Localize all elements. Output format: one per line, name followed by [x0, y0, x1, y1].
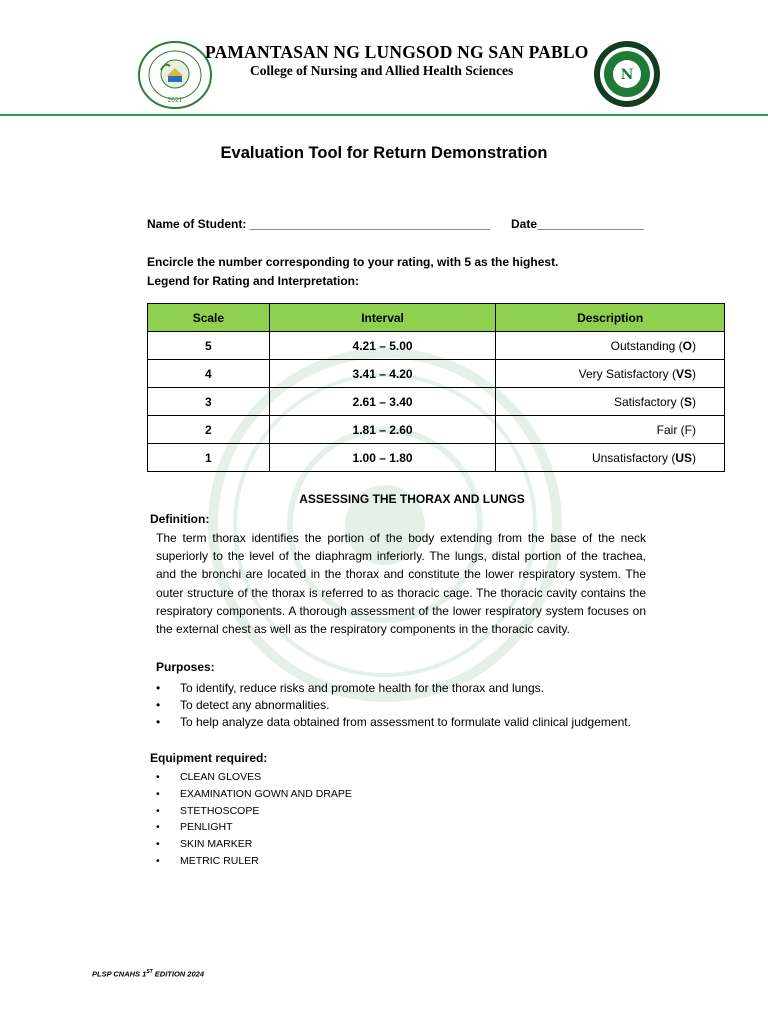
college-name: College of Nursing and Allied Health Sciences [250, 63, 514, 78]
list-item: • METRIC RULER [156, 853, 352, 870]
list-item: • CLEAN GLOVES [156, 769, 352, 786]
table-row [148, 360, 725, 388]
interval-cell: 3.41 – 4.20 [269, 360, 496, 388]
interval-cell: 1.81 – 2.60 [269, 416, 496, 444]
list-item: • To help analyze data obtained from assessment to formulate valid clinical judgement. [156, 714, 631, 731]
scale-cell: 5 [148, 332, 270, 360]
table-header-row [148, 304, 725, 332]
equipment-heading: Equipment required: [150, 751, 268, 765]
instruction-text: Encircle the number corresponding to your rating, with 5 as the highest. [147, 255, 559, 269]
table-row [148, 332, 725, 360]
purposes-list [156, 680, 631, 731]
list-item: • STETHOSCOPE [156, 803, 352, 820]
list-item: • EXAMINATION GOWN AND DRAPE [156, 786, 352, 803]
purposes-heading: Purposes: [156, 660, 215, 674]
rating-legend-table [147, 303, 725, 472]
header-description: Description [496, 304, 725, 332]
scale-cell: 4 [148, 360, 270, 388]
document-title: Evaluation Tool for Return Demonstration [220, 144, 548, 162]
interval-cell: 4.21 – 5.00 [269, 332, 496, 360]
scale-cell: 3 [148, 388, 270, 416]
table-row [148, 416, 725, 444]
college-seal-icon [592, 40, 662, 108]
date-field: Date________________ [511, 217, 644, 231]
list-item: • PENLIGHT [156, 819, 352, 836]
list-item: • To detect any abnormalities. [156, 697, 631, 714]
description-cell: Unsatisfactory (US) [496, 444, 725, 472]
svg-text:2021: 2021 [167, 97, 183, 104]
scale-cell: 2 [148, 416, 270, 444]
table-row [148, 388, 725, 416]
footer-edition: PLSP CNAHS 1ST EDITION 2024 [92, 969, 204, 979]
definition-text: The term thorax identifies the portion of the body extending from the base of the neck superiorly to the level of the diaphragm inferiorly. The lungs, distal portion of the trachea, and the bronchi are located in the thorax and constitute the lower respiratory system. The outer structure of the thorax is referred to as thoracic cage. The thoracic cavity contains the respiratory components. A thorough assessment of the lower respiratory system focuses on the external chest as well as the respiratory components in the thoracic cavity. [156, 531, 646, 637]
definition-heading: Definition: [150, 512, 210, 526]
equipment-list [156, 769, 352, 870]
list-item: • To identify, reduce risks and promote health for the thorax and lungs. [156, 680, 631, 697]
svg-text:N: N [620, 67, 634, 83]
table-row [148, 444, 725, 472]
student-name-field: Name of Student: ____________________________________ [147, 217, 490, 231]
university-seal-icon [137, 40, 213, 110]
description-cell: Very Satisfactory (VS) [496, 360, 725, 388]
interval-cell: 2.61 – 3.40 [269, 388, 496, 416]
description-cell: Satisfactory (S) [496, 388, 725, 416]
list-item: • SKIN MARKER [156, 836, 352, 853]
university-name: PAMANTASAN NG LUNGSOD NG SAN PABLO [205, 42, 589, 62]
scale-cell: 1 [148, 444, 270, 472]
header-scale: Scale [148, 304, 270, 332]
interval-cell: 1.00 – 1.80 [269, 444, 496, 472]
header-interval: Interval [269, 304, 496, 332]
section-title: ASSESSING THE THORAX AND LUNGS [299, 492, 525, 506]
description-cell: Outstanding (O) [496, 332, 725, 360]
header-divider [0, 114, 768, 116]
legend-caption: Legend for Rating and Interpretation: [147, 274, 359, 288]
description-cell: Fair (F) [496, 416, 725, 444]
